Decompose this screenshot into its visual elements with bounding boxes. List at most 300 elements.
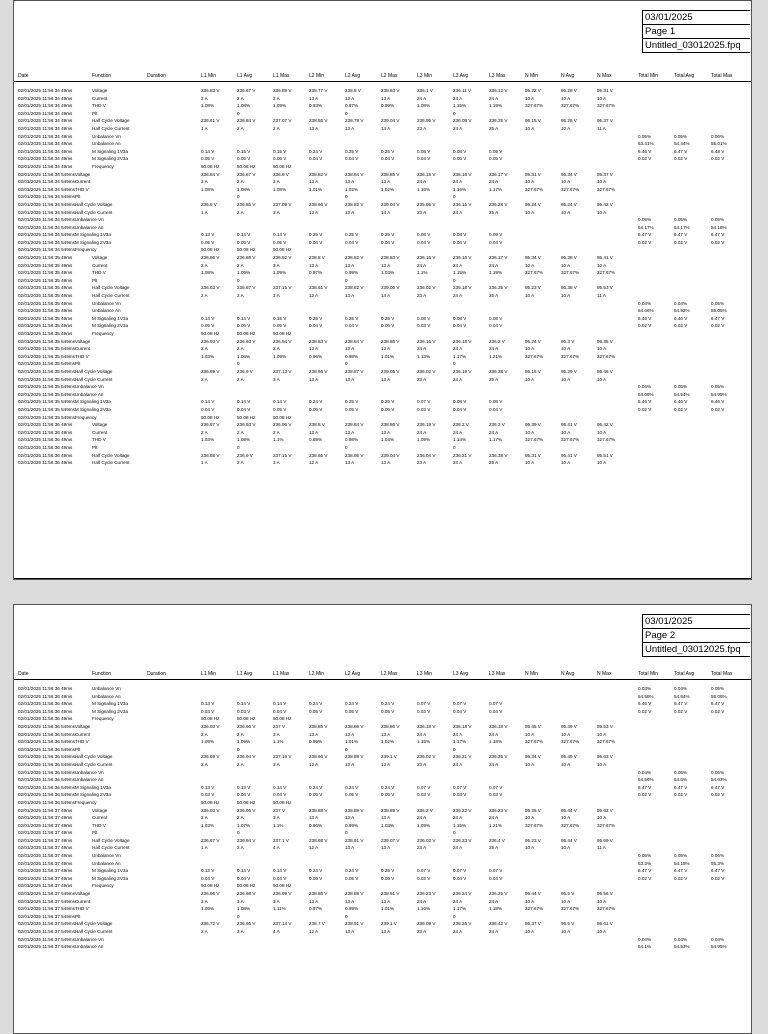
cell-l3-avg: 0.08 V [453, 399, 467, 405]
cell-total-max: 0.05% [711, 686, 725, 691]
cell-total-max: 0.05% [711, 384, 725, 390]
table-row [14, 421, 751, 429]
col-header-duration: Duration [147, 73, 166, 79]
col-header-l3-max: L3 Max [489, 73, 506, 79]
cell-l2-max: 239.04 V [381, 201, 400, 207]
table-row [14, 330, 751, 338]
cell-l3-min: 0.04 V [417, 156, 431, 162]
cell-total-avg: 6.47 V [674, 148, 688, 154]
cell-l3-avg: 24 A [453, 761, 463, 767]
cell-l2-avg: 0.04 V [345, 323, 359, 329]
cell-total-max: 0.02 V [711, 708, 725, 714]
cell-l1-avg: 0.05 V [237, 156, 251, 162]
cell-l3-avg: 24 A [453, 95, 463, 101]
cell-total-min: 0.05% [638, 133, 652, 139]
cell-n-avg: 95.3 V [561, 338, 575, 344]
cell-function: M Signaling 2V3a [92, 708, 129, 714]
cell-total-max: 55.3% [711, 860, 725, 866]
cell-l2-avg: 0.99% [345, 822, 359, 828]
cell-l1-avg: 0 [237, 110, 240, 116]
cell-l1-max: 50.08 Hz [273, 247, 292, 253]
cell-l1-min: 0.13 V [201, 701, 215, 707]
cell-n-max: 10 A [597, 95, 607, 101]
cell-n-avg: 10 A [561, 209, 571, 215]
cell-n-max: 95.53 V [597, 285, 613, 291]
cell-n-max: 10 A [597, 262, 607, 268]
cell-l2-avg: 238.86 V [345, 452, 364, 458]
cell-l2-min: 12 A [309, 845, 319, 851]
cell-l2-max: 239.1 V [381, 921, 397, 927]
cell-l1-min: 1.03% [201, 353, 215, 359]
cell-l3-min: 235.96 V [417, 201, 436, 207]
cell-l1-max: 2 A [273, 125, 280, 131]
table-row [14, 769, 751, 777]
cell-l3-avg: 236.21 V [453, 452, 472, 458]
cell-n-max: 10 A [597, 929, 607, 934]
cell-l1-avg: 236.93 V [237, 422, 256, 428]
cell-total-min: 0.02 V [638, 156, 652, 162]
cell-l2-avg: 0.04 V [345, 156, 359, 162]
cell-l3-avg: 236.18 V [453, 338, 472, 344]
cell-l1-avg: 0.14 V [237, 232, 251, 238]
cell-l1-min: 0.03 V [201, 708, 215, 714]
cell-l2-avg: 238.82 V [345, 255, 364, 261]
cell-total-min: 0.04% [638, 769, 652, 775]
cell-l2-max: 14 A [381, 125, 391, 131]
cell-l1-min: 2 A [201, 262, 208, 268]
cell-date: 02/01/2025 11:56:35 549msTHD V [18, 353, 89, 359]
cell-l1-avg: 2 A [237, 376, 244, 382]
cell-l1-min: 236.69 V [201, 754, 220, 760]
cell-l2-max: 0.05 V [381, 792, 395, 798]
cell-total-max: 0.02 V [711, 156, 725, 162]
cell-l1-avg: 0.05 V [237, 323, 251, 329]
cell-function: Frequency [92, 716, 114, 722]
cell-l1-avg: 2 A [237, 125, 244, 131]
cell-l1-avg: 0.14 V [237, 399, 251, 405]
table-row [14, 391, 751, 399]
cell-l2-max: 0.05 V [381, 406, 395, 412]
cell-l3-min: 1.08% [417, 103, 431, 109]
cell-l2-avg: 13 A [345, 761, 355, 767]
cell-l2-max: 0.25 V [381, 868, 395, 874]
report-page-1 [13, 0, 752, 580]
cell-n-min: 95.23 V [525, 285, 541, 291]
cell-function: Unbalance An [92, 308, 121, 314]
cell-date: 02/01/2025 11:56:37 49ms [18, 830, 73, 836]
cell-n-avg: 10 A [561, 346, 571, 352]
table-row [14, 860, 751, 868]
table-row [14, 814, 751, 822]
cell-date: 02/01/2025 11:56:35 549msM Signaling 2V3a [18, 406, 111, 412]
cell-l1-min: 2 A [201, 293, 208, 299]
cell-l3-min: 23 A [417, 460, 427, 466]
cell-total-avg: 0.05% [674, 384, 688, 390]
cell-n-min: 10 A [525, 376, 535, 382]
cell-date: 02/01/2025 11:56:37 549msTHD V [18, 906, 89, 912]
cell-n-avg: 10 A [561, 95, 571, 101]
cell-function: M Signaling 2V3a [92, 156, 129, 162]
table-row [14, 452, 751, 460]
cell-n-avg: 95.5 V [561, 891, 575, 897]
cell-l3-avg: 1.17% [453, 739, 467, 745]
cell-l2-max: 0.04 V [381, 156, 395, 162]
table-row [14, 117, 751, 125]
cell-l2-max: 238.86 V [381, 422, 400, 428]
cell-l2-max: 0.05 V [381, 323, 395, 329]
cell-l3-min: 0.03 V [417, 792, 431, 798]
cell-l2-min: 13 A [309, 376, 319, 382]
cell-l2-min: 238.8 V [309, 255, 325, 261]
cell-l3-avg: 24 A [453, 815, 463, 821]
cell-l3-avg: 24 A [453, 460, 463, 466]
cell-n-max: 95.46 V [597, 368, 613, 374]
cell-l3-min: 24 A [417, 731, 427, 737]
cell-l2-avg: 238.91 V [345, 921, 364, 927]
cell-total-max: 6.47 V [711, 784, 725, 790]
cell-l1-avg: 0.13 V [237, 784, 251, 790]
cell-l3-max: 1.19% [489, 103, 503, 109]
cell-l2-avg: 238.84 V [345, 171, 364, 177]
cell-l3-avg: 0.08 V [453, 232, 467, 238]
table-row [14, 753, 751, 761]
cell-n-min: 95.34 V [525, 255, 541, 261]
cell-n-avg: 327.67% [561, 822, 580, 828]
cell-l1-max: 2 A [273, 95, 280, 101]
cell-total-min: 6.46 V [638, 315, 652, 321]
cell-l3-max: 236.25 V [489, 118, 508, 124]
table-row [14, 905, 751, 913]
cell-l1-min: 0.13 V [201, 784, 215, 790]
cell-total-max: 54.95% [711, 944, 727, 950]
cell-l2-min: 13 A [309, 179, 319, 185]
table-row [14, 110, 751, 118]
cell-l3-avg: 0 [453, 444, 456, 450]
cell-l1-max: 0.14 V [273, 232, 287, 238]
cell-date: 02/01/2025 11:56:35 49ms [18, 277, 73, 283]
table-row [14, 414, 751, 422]
cell-date: 02/01/2025 11:56:34 549msM Signaling 1V3a [18, 232, 111, 238]
cell-l1-max: 237.13 V [273, 368, 292, 374]
cell-l3-avg: 1.17% [453, 353, 467, 359]
cell-function: Current [92, 262, 108, 268]
cell-l2-avg: 0 [345, 913, 348, 919]
report-page-2 [13, 604, 752, 1034]
cell-date: 02/01/2025 11:56:36 549msPlt [18, 746, 81, 752]
cell-l1-avg: 236.95 V [237, 807, 256, 813]
cell-l2-max: 13 A [381, 929, 391, 934]
table-row [14, 791, 751, 799]
cell-function: Plt [92, 277, 98, 283]
cell-l2-max: 239.06 V [381, 285, 400, 291]
cell-l3-max: 25 A [489, 845, 499, 851]
table-row [14, 867, 751, 875]
table-row [14, 436, 751, 444]
cell-l1-min: 0.13 V [201, 868, 215, 874]
cell-function: Half Cycle Voltage [92, 285, 130, 291]
cell-l1-max: 4 A [273, 845, 280, 851]
cell-l3-avg: 0.04 V [453, 875, 467, 881]
cell-l2-max: 0.25 V [381, 148, 395, 154]
cell-l2-min: 0.24 V [309, 701, 323, 707]
cell-l2-min: 0.24 V [309, 868, 323, 874]
col-header-duration: Duration [147, 671, 166, 677]
cell-date: 02/01/2025 11:56:36 549msVoltage [18, 723, 91, 729]
cell-l3-max: 24 A [489, 929, 499, 934]
cell-l1-avg: 0 [237, 444, 240, 450]
cell-total-max: 0.05% [711, 300, 725, 306]
cell-l1-min: 1.08% [201, 186, 215, 192]
cell-l2-avg: 13 A [345, 293, 355, 299]
cell-l3-min: 23 A [417, 376, 427, 382]
cell-l3-avg: 236.16 V [453, 255, 472, 261]
cell-function: Plt [92, 830, 98, 836]
cell-l2-min: 12 A [309, 293, 319, 299]
table-row [14, 353, 751, 361]
cell-l1-avg: 1.07% [237, 822, 251, 828]
cell-l1-min: 1.03% [201, 437, 215, 443]
cell-l2-max: 1.02% [381, 186, 395, 192]
cell-l2-max: 0.25 V [381, 399, 395, 405]
cell-l3-max: 1.19% [489, 270, 503, 276]
cell-l3-avg: 24 A [453, 845, 463, 851]
cell-l1-min: 236.86 V [201, 255, 220, 261]
table-row [14, 269, 751, 277]
cell-date: 02/01/2025 11:56:34 49ms [18, 133, 73, 139]
cell-l1-max: 1.09% [273, 270, 287, 276]
cell-l1-avg: 50.08 Hz [237, 331, 256, 336]
cell-l2-avg: 0.98% [345, 353, 359, 359]
cell-function: Unbalance Vn [92, 300, 121, 306]
cell-total-min: 0.03% [638, 686, 652, 691]
cell-l1-max: 0.04 V [273, 792, 287, 798]
cell-l1-avg: 0.04 V [237, 875, 251, 881]
cell-l2-min: 13 A [309, 815, 319, 821]
cell-n-max: 95.42 V [597, 201, 613, 207]
cell-n-max: 95.37 V [597, 118, 613, 124]
cell-date: 02/01/2025 11:56:34 549msFrequency [18, 247, 97, 253]
cell-l2-max: 13 A [381, 898, 391, 904]
cell-n-min: 95.31 V [525, 171, 541, 177]
cell-l1-avg: 2 A [237, 95, 244, 101]
cell-l1-avg: 1.06% [237, 353, 251, 359]
table-row [14, 155, 751, 163]
cell-l1-max: 236.9 V [273, 171, 289, 177]
table-row [14, 254, 751, 262]
cell-total-min: 0.04% [638, 384, 652, 390]
cell-n-min: 95.15 V [525, 368, 541, 374]
cell-function: M Signaling 2V3a [92, 323, 129, 329]
cell-total-min: 54.17% [638, 224, 654, 230]
cell-l2-avg: 0.05 V [345, 708, 359, 714]
cell-date: 02/01/2025 11:56:35 549msPlt [18, 361, 81, 367]
cell-l1-avg: 236.87 V [237, 285, 256, 291]
col-header-l3-min: L3 Min [417, 671, 433, 677]
cell-l2-avg: 0.99% [345, 270, 359, 276]
cell-l1-max: 237.09 V [273, 201, 292, 207]
date-caption: Date [645, 10, 652, 12]
cell-function: Current [92, 95, 108, 101]
cell-date: 02/01/2025 11:56:37 49ms [18, 883, 73, 889]
table-row [14, 799, 751, 807]
cell-l2-avg: 13 A [345, 376, 355, 382]
cell-n-min: 327.67% [525, 353, 544, 359]
cell-total-avg: 0.02 V [674, 708, 688, 714]
cell-l3-avg: 236.11 V [453, 88, 472, 93]
cell-l1-min: 2 A [201, 731, 208, 737]
cell-l2-avg: 0.24 V [345, 868, 359, 874]
table-row [14, 875, 751, 883]
cell-n-min: 327.67% [525, 270, 544, 276]
cell-l1-min: 236.61 V [201, 118, 220, 124]
cell-date: 02/01/2025 11:56:34 49ms [18, 125, 73, 131]
table-row [14, 360, 751, 368]
cell-function: Half Cycle Voltage [92, 837, 130, 843]
table-row [14, 209, 751, 217]
cell-l2-max: 238.86 V [381, 338, 400, 344]
cell-l3-avg: 24 A [453, 209, 463, 215]
table-row [14, 95, 751, 103]
cell-l2-min: 13 A [309, 731, 319, 737]
table-row [14, 844, 751, 852]
cell-n-avg: 327.67% [561, 437, 580, 443]
col-header-l3-max: L3 Max [489, 671, 506, 677]
col-header-n-avg: N Avg [561, 671, 575, 677]
cell-l1-max: 2 A [273, 346, 280, 352]
cell-date: 02/01/2025 11:56:34 549msUnbalance An [18, 224, 104, 230]
cell-date: 02/01/2025 11:56:34 549msCurrent [18, 179, 91, 185]
cell-function: Frequency [92, 163, 114, 169]
table-row [14, 738, 751, 746]
cell-n-avg: 10 A [561, 929, 571, 934]
cell-l2-max: 239.07 V [381, 837, 400, 843]
cell-date: 02/01/2025 11:56:34 49ms [18, 148, 73, 154]
cell-l3-max: 236.2 V [489, 338, 505, 344]
cell-l3-max: 236.23 V [489, 807, 508, 813]
cell-l2-avg: 238.88 V [345, 891, 364, 897]
cell-l3-avg: 24 A [453, 293, 463, 299]
cell-l1-avg: 0.14 V [237, 701, 251, 707]
cell-l1-min: 2 A [201, 179, 208, 185]
cell-l2-avg: 0.05 V [345, 792, 359, 798]
cell-l1-max: 3 A [273, 460, 280, 466]
cell-l1-max: 0.06 V [273, 156, 287, 162]
cell-date: 02/01/2025 11:56:34 49ms [18, 88, 73, 93]
cell-total-avg: 54.53% [674, 944, 690, 950]
cell-l2-avg: 13 A [345, 429, 355, 435]
cell-function: M Signaling 2V3a [92, 875, 129, 881]
cell-l3-avg: 24 A [453, 376, 463, 382]
date-field [642, 10, 750, 24]
cell-total-avg: 54.18% [674, 860, 690, 866]
cell-function: THD V [92, 103, 106, 109]
cell-l1-max: 1.11% [273, 906, 286, 912]
col-header-total-min: Total Min [638, 671, 659, 677]
cell-l3-min: 236.15 V [417, 171, 436, 177]
cell-l2-min: 0.25 V [309, 315, 323, 321]
cell-n-avg: 95.44 V [561, 807, 577, 813]
cell-l1-min: 50.08 Hz [201, 716, 220, 722]
cell-l3-max: 1.18% [489, 906, 503, 912]
cell-total-min: 54.09% [638, 391, 654, 397]
cell-l1-avg: 236.93 V [237, 338, 256, 344]
cell-l2-max: 13 A [381, 179, 391, 185]
cell-l1-min: 2 A [201, 898, 208, 904]
cell-l3-min: 23 A [417, 845, 427, 851]
cell-l3-min: 236.19 V [417, 422, 436, 428]
cell-l1-max: 3 A [273, 731, 280, 737]
cell-l3-max: 24 A [489, 815, 499, 821]
cell-l2-min: 0.96% [309, 353, 323, 359]
cell-n-avg: 95.28 V [561, 118, 577, 124]
cell-n-max: 95.62 V [597, 807, 613, 813]
cell-function: Half Cycle Voltage [92, 452, 130, 458]
cell-date: 02/01/2025 11:56:37 49ms [18, 875, 73, 881]
cell-n-avg: 10 A [561, 460, 571, 466]
table-row [14, 383, 751, 391]
cell-l2-min: 0.96% [309, 822, 323, 828]
cell-date: 02/01/2025 11:56:36 549msUnbalance Vn [18, 769, 104, 775]
cell-function: Plt [92, 444, 98, 450]
cell-date: 02/01/2025 11:56:35 49ms [18, 270, 73, 276]
cell-l1-min: 50.08 Hz [201, 247, 220, 253]
cell-l2-max: 1.03% [381, 270, 395, 276]
cell-total-avg: 0.04% [674, 686, 688, 691]
cell-date: 02/01/2025 11:56:36 49ms [18, 444, 73, 450]
cell-l2-min: 12 A [309, 761, 319, 767]
col-header-l2-max: L2 Max [381, 671, 398, 677]
cell-l1-max: 50.08 Hz [273, 883, 292, 889]
cell-function: Frequency [92, 331, 114, 336]
cell-n-min: 327.67% [525, 739, 544, 745]
cell-l3-max: 236.38 V [489, 368, 508, 374]
col-header-n-min: N Min [525, 73, 539, 79]
cell-n-min: 10 A [525, 293, 535, 299]
cell-l3-max: 0.08 V [489, 315, 503, 321]
cell-date: 02/01/2025 11:56:36 549msM Signaling 2V3a [18, 792, 111, 798]
cell-l2-avg: 0.24 V [345, 784, 359, 790]
table-row [14, 882, 751, 890]
cell-l2-max: 238.91 V [381, 891, 400, 897]
cell-l1-avg: 50.08 Hz [237, 414, 256, 420]
cell-l1-min: 236.72 V [201, 921, 220, 927]
cell-l1-max: 0.05 V [273, 406, 287, 412]
cell-l1-min: 236.6 V [201, 201, 217, 207]
cell-l3-max: 0.07 V [489, 784, 503, 790]
cell-l1-min: 1.03% [201, 822, 215, 828]
cell-l1-min: 236.93 V [201, 723, 220, 729]
table-row [14, 345, 751, 353]
cell-l2-max: 13 A [381, 731, 391, 737]
cell-l2-min: 238.66 V [309, 754, 328, 760]
cell-l3-min: 0.07 V [417, 399, 431, 405]
cell-l3-min: 24 A [417, 429, 427, 435]
table-row [14, 307, 751, 315]
table-row [14, 943, 751, 951]
cell-l3-max: 0.07 V [489, 868, 503, 874]
cell-l3-avg: 0.05 V [453, 156, 467, 162]
cell-l2-min: 238.85 V [309, 723, 328, 729]
cell-date: 02/01/2025 11:56:34 549msHalf Cycle Voltage [18, 201, 113, 207]
table-row [14, 837, 751, 845]
cell-l3-max: 236.35 V [489, 754, 508, 760]
cell-l3-min: 1.09% [417, 437, 431, 443]
cell-n-avg: 10 A [561, 815, 571, 821]
cell-date: 02/01/2025 11:56:37 49ms [18, 860, 73, 866]
cell-l3-max: 0.04 V [489, 875, 503, 881]
table-row [14, 920, 751, 928]
col-header-n-max: N Max [597, 73, 612, 79]
